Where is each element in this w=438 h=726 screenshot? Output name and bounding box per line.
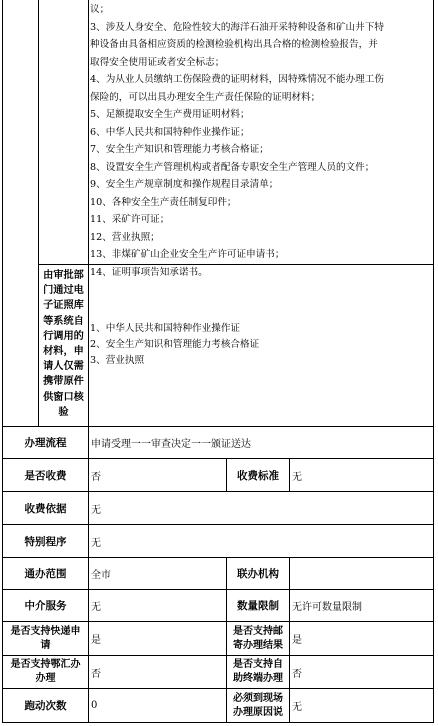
label-line: 是否支持自 (233, 659, 283, 670)
label-line: 行调用的 (43, 330, 84, 342)
express-label (3, 622, 88, 655)
intermediary-value: 无 (91, 602, 101, 613)
visits-label: 跑动次数 (24, 700, 67, 712)
scope-label: 通办范围 (24, 568, 67, 580)
material-line: 种设备由具备相应资质的检测检验机构出具合格的检测检验报告，并 (90, 39, 378, 50)
process-label: 办理流程 (24, 437, 67, 449)
material-line: 8、设置安全生产管理机构或者配备专职安全生产管理人员的文件； (90, 161, 375, 173)
grid-line (88, 0, 89, 426)
service-info-table (2, 0, 434, 724)
shared-materials-label (39, 268, 88, 420)
mail-result-value: 是 (292, 635, 302, 646)
material-line: 10、各种安全生产责任制复印件； (90, 196, 237, 208)
material-line: 保险的，可以出具办理安全生产责任保险的证明材料； (90, 91, 321, 103)
label-line: 请人仅需 (43, 361, 84, 373)
material-line: 13、非煤矿矿山企业安全生产许可证申请书； (90, 249, 285, 260)
scope-value: 全市 (91, 570, 111, 581)
fee-standard-label: 收费标准 (237, 469, 279, 482)
onsite-reason-label (227, 689, 289, 722)
visits-value: 0 (91, 700, 98, 711)
material-line: 11、采矿许可证； (90, 214, 170, 225)
shared-item: 1、中华人民共和国特种作业操作证 (90, 323, 241, 334)
fee-value: 否 (91, 471, 101, 483)
quantity-limit-label: 数量限制 (237, 600, 279, 612)
fee-label: 是否收费 (24, 469, 67, 482)
label-line: 办理 (35, 673, 56, 684)
label-line: 子证照库 (43, 300, 84, 312)
label-line: 由审批部 (43, 270, 84, 281)
material-line: 3、涉及人身安全、危险性较大的海洋石油开采特种设备和矿山井下特 (90, 21, 384, 33)
material-line: 9、安全生产规章制度和操作规程目录清单； (90, 179, 279, 190)
self-service-value: 否 (292, 668, 302, 680)
fee-basis-value: 无 (91, 504, 101, 516)
shared-item: 2、安全生产知识和管理能力考核合格证 (90, 339, 260, 350)
label-line: 门通过电 (43, 285, 84, 297)
material-line: 议； (90, 4, 110, 15)
process-value: 申请受理一一审查决定一一颁证送达 (91, 439, 251, 450)
material-line: 14、证明事项告知承诺书。 (90, 266, 208, 278)
grid-line (433, 0, 434, 723)
special-procedure-value: 无 (91, 537, 101, 549)
ehui-value: 否 (91, 668, 101, 680)
material-line: 5、足额提取安全生产费用证明材料； (90, 109, 250, 120)
shared-item: 3、营业执照 (90, 355, 145, 366)
label-line: 寄办理结果 (233, 639, 283, 651)
label-line: 是否支持快递申 (10, 625, 81, 637)
material-line: 12、营业执照； (90, 231, 160, 243)
label-line: 等系统自 (43, 315, 84, 327)
joint-agency-label: 联办机构 (237, 568, 279, 580)
label-line: 助终端办理 (233, 673, 283, 684)
label-line: 携带原件 (43, 376, 84, 388)
material-line: 6、中华人民共和国特种作业操作证； (90, 126, 250, 138)
label-line: 办理原因说 (233, 706, 283, 718)
label-line: 材料，申 (43, 346, 84, 358)
label-line: 是否支持鄂汇办 (10, 659, 81, 670)
self-service-label (227, 656, 289, 688)
label-line: 必须到现场 (233, 692, 283, 704)
express-value: 是 (91, 635, 101, 646)
fee-standard-value: 无 (292, 471, 302, 483)
mail-result-label (227, 622, 289, 655)
joint-agency-value (290, 558, 433, 589)
label-line: 是否支持邮 (233, 625, 283, 637)
intermediary-label: 中介服务 (24, 600, 67, 612)
label-line: 请 (40, 639, 51, 651)
materials-list (90, 1, 432, 281)
fee-basis-label: 收费依据 (24, 502, 67, 515)
grid-line (2, 722, 434, 723)
special-procedure-label: 特别程序 (24, 535, 67, 548)
material-line: 7、安全生产知识和管理能力考核合格证； (90, 144, 269, 155)
label-line: 验 (58, 406, 69, 418)
quantity-limit-value: 无许可数量限制 (292, 602, 362, 613)
ehui-label (3, 656, 88, 688)
material-line: 4、为从业人员缴纳工伤保险费的证明材料，因特殊情况不能办理工伤 (90, 74, 384, 85)
material-line: 取得安全使用证或者安全标志； (90, 56, 225, 68)
onsite-reason-value: 无 (292, 702, 302, 713)
shared-materials-list (90, 321, 432, 369)
label-line: 供窗口核 (43, 391, 84, 403)
